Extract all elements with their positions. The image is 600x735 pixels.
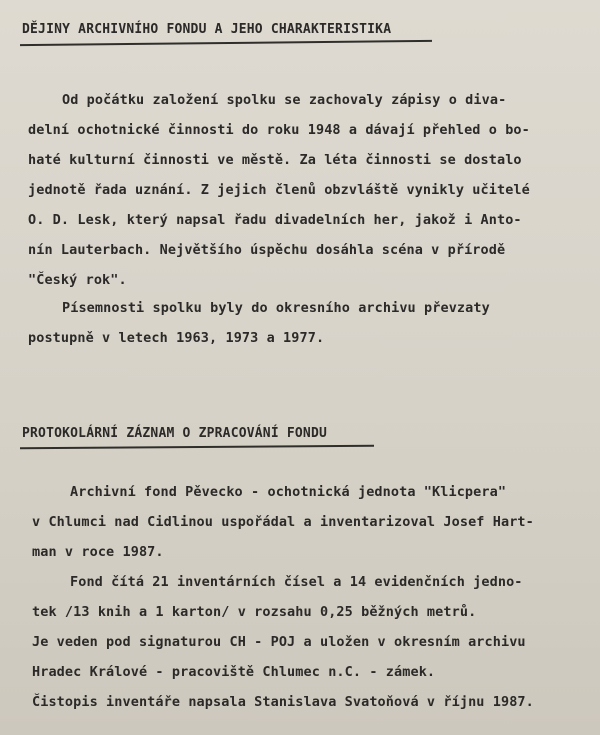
text-line: jednotě řada uznání. Z jejich členů obzvláště vynikly učitelé xyxy=(28,182,530,198)
text-line: Čistopis inventáře napsala Stanislava Svatoňová v říjnu 1987. xyxy=(32,694,534,710)
text-line: v Chlumci nad Cidlinou uspořádal a inventarizoval Josef Hart- xyxy=(32,514,534,530)
text-line: haté kulturní činnosti ve městě. Za léta činnosti se dostalo xyxy=(28,152,522,168)
text-line: Fond čítá 21 inventárních čísel a 14 evidenčních jedno- xyxy=(70,574,523,590)
text-line: delní ochotnické činnosti do roku 1948 a dávají přehled o bo- xyxy=(28,122,530,138)
text-line: Od počátku založení spolku se zachovaly zápisy o diva- xyxy=(62,92,507,108)
text-line: "Český rok". xyxy=(28,272,127,288)
text-line: Písemnosti spolku byly do okresního archivu převzaty xyxy=(62,300,490,316)
text-line: postupně v letech 1963, 1973 a 1977. xyxy=(28,330,325,346)
section-heading-history: DĚJINY ARCHIVNÍHO FONDU A JEHO CHARAKTERISTIKA xyxy=(22,22,392,37)
text-line: Hradec Králové - pracoviště Chlumec n.C. - zámek. xyxy=(32,664,436,680)
heading-underline xyxy=(20,40,432,46)
text-line: man v roce 1987. xyxy=(32,544,164,560)
text-line: nín Lauterbach. Největšího úspěchu dosáhla scéna v přírodě xyxy=(28,242,506,258)
text-line: Archivní fond Pěvecko - ochotnická jednota "Klicpera" xyxy=(70,484,507,500)
text-line: Je veden pod signaturou CH - POJ a uložen v okresním archivu xyxy=(32,634,526,650)
section-heading-protocol: PROTOKOLÁRNÍ ZÁZNAM O ZPRACOVÁNÍ FONDU xyxy=(22,426,328,441)
text-line: tek /13 knih a 1 karton/ v rozsahu 0,25 běžných metrů. xyxy=(32,604,477,620)
heading-underline xyxy=(20,445,374,449)
text-line: O. D. Lesk, který napsal řadu divadelních her, jakož i Anto- xyxy=(28,212,522,228)
